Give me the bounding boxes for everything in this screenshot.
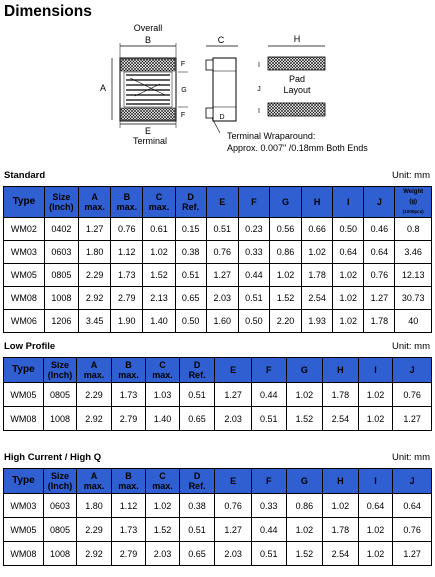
cell-e: 2.03 — [206, 287, 238, 310]
cell-f: 0.33 — [238, 241, 269, 264]
col-h: H — [302, 187, 333, 218]
cell-i: 1.02 — [333, 310, 364, 333]
cell-i: 1.02 — [358, 407, 393, 431]
cell-d: 0.51 — [179, 518, 215, 542]
table-row — [4, 383, 432, 407]
cell-g: 0.86 — [286, 494, 323, 518]
cell-size: 0603 — [44, 241, 78, 264]
col-g: G — [269, 187, 301, 218]
table-row — [4, 218, 432, 241]
col-h: H — [323, 358, 359, 383]
cell-f: 0.51 — [238, 287, 269, 310]
cell-a: 2.92 — [77, 407, 112, 431]
cell-g: 1.02 — [286, 518, 323, 542]
cell-a: 2.29 — [77, 383, 112, 407]
table-row — [4, 494, 432, 518]
cell-j: 0.64 — [393, 494, 432, 518]
col-e: E — [206, 187, 238, 218]
cell-f: 0.51 — [251, 407, 286, 431]
cell-h: 0.66 — [302, 218, 333, 241]
cell-b: 1.73 — [111, 383, 146, 407]
col-f: F — [251, 469, 286, 494]
cell-j: 1.27 — [364, 287, 395, 310]
cell-b: 2.79 — [111, 407, 146, 431]
col-b: B max. — [111, 469, 146, 494]
cell-d: 0.50 — [175, 310, 206, 333]
col-c: C max. — [143, 187, 175, 218]
cell-e: 0.76 — [206, 241, 238, 264]
cell-h: 2.54 — [323, 407, 359, 431]
wraparound-note-2: Approx. 0.007" /0.18mm Both Ends — [227, 143, 368, 153]
col-size: Size (Inch) — [43, 358, 76, 383]
cell-f: 0.44 — [251, 518, 286, 542]
col-f: F — [251, 358, 286, 383]
cell-g: 1.52 — [286, 542, 323, 566]
cell-type: WM06 — [4, 310, 45, 333]
cell-e: 1.27 — [206, 264, 238, 287]
dim-h-label: H — [293, 34, 301, 44]
cell-i: 0.50 — [333, 218, 364, 241]
cell-a: 2.29 — [79, 264, 111, 287]
cell-d: 0.51 — [179, 383, 215, 407]
cell-b: 2.79 — [111, 287, 143, 310]
table-row — [4, 287, 432, 310]
col-b: B max. — [111, 358, 146, 383]
cell-j: 1.78 — [364, 310, 395, 333]
cell-b: 1.12 — [111, 241, 143, 264]
col-i: I — [358, 358, 393, 383]
table-row — [4, 518, 432, 542]
cell-size: 0402 — [44, 218, 78, 241]
cell-i: 1.02 — [358, 542, 393, 566]
cell-e: 2.03 — [215, 407, 252, 431]
table-row — [4, 310, 432, 333]
cell-j: 0.76 — [393, 518, 432, 542]
col-f: F — [238, 187, 269, 218]
cell-g: 1.02 — [286, 383, 323, 407]
pad-top — [268, 57, 325, 70]
dim-c-label: C — [217, 35, 225, 45]
cell-c: 1.52 — [146, 518, 179, 542]
col-a: A max. — [79, 187, 111, 218]
cell-f: 0.44 — [251, 383, 286, 407]
col-i: I — [333, 187, 364, 218]
col-g: G — [286, 469, 323, 494]
cell-g: 2.20 — [269, 310, 301, 333]
cell-a: 1.27 — [79, 218, 111, 241]
cell-g: 1.52 — [269, 287, 301, 310]
cell-size: 1008 — [43, 407, 76, 431]
cell-d: 0.65 — [175, 287, 206, 310]
dim-j-label: J — [257, 86, 261, 93]
col-c: C max. — [146, 358, 179, 383]
cell-a: 2.92 — [79, 287, 111, 310]
cell-g: 1.52 — [286, 407, 323, 431]
cell-size: 1008 — [44, 287, 78, 310]
cell-type: WM03 — [4, 494, 44, 518]
cell-f: 0.33 — [251, 494, 286, 518]
col-c: C max. — [146, 469, 179, 494]
cell-j: 0.64 — [364, 241, 395, 264]
table-row — [4, 407, 432, 431]
table-row — [4, 542, 432, 566]
cell-type: WM05 — [4, 518, 44, 542]
cell-size: 0805 — [43, 383, 76, 407]
cell-c: 2.13 — [143, 287, 175, 310]
high-current-label: High Current / High Q — [4, 452, 102, 463]
col-type: Type — [4, 469, 44, 494]
cell-h: 2.54 — [323, 542, 359, 566]
dim-i-bottom-label: I — [258, 108, 260, 115]
cell-f: 0.51 — [251, 542, 286, 566]
cell-d: 0.65 — [179, 407, 215, 431]
cell-h: 1.78 — [323, 518, 359, 542]
cell-d: 0.38 — [179, 494, 215, 518]
col-weight: Weight (g) (1000pcs) — [395, 187, 432, 218]
cell-a: 1.80 — [79, 241, 111, 264]
dim-f-top-label: F — [180, 61, 186, 68]
col-type: Type — [4, 358, 44, 383]
cell-c: 1.52 — [143, 264, 175, 287]
cell-w: 40 — [395, 310, 432, 333]
cell-g: 0.86 — [269, 241, 301, 264]
cell-i: 1.02 — [333, 287, 364, 310]
col-size: Size (Inch) — [44, 187, 78, 218]
cell-a: 1.80 — [77, 494, 112, 518]
cell-b: 1.73 — [111, 264, 143, 287]
cell-c: 0.61 — [143, 218, 175, 241]
cell-type: WM08 — [4, 542, 44, 566]
cell-i: 1.02 — [358, 383, 393, 407]
high-current-table — [3, 468, 432, 566]
cell-w: 0.8 — [395, 218, 432, 241]
cell-h: 1.02 — [323, 494, 359, 518]
pad-layout-label-2: Layout — [283, 85, 311, 95]
cell-j: 0.46 — [364, 218, 395, 241]
col-g: G — [286, 358, 323, 383]
cell-h: 1.78 — [302, 264, 333, 287]
col-d: D Ref. — [179, 358, 215, 383]
cell-d: 0.51 — [175, 264, 206, 287]
col-d: D Ref. — [179, 469, 215, 494]
col-d: D Ref. — [175, 187, 206, 218]
cell-j: 0.76 — [393, 383, 432, 407]
cell-size: 0603 — [43, 494, 76, 518]
dim-g-label: G — [181, 87, 187, 94]
table-row — [4, 264, 432, 287]
cell-h: 1.78 — [323, 383, 359, 407]
standard-label: Standard — [4, 170, 46, 181]
cell-c: 2.03 — [146, 542, 179, 566]
cell-d: 0.38 — [175, 241, 206, 264]
cell-b: 1.90 — [111, 310, 143, 333]
cell-i: 1.02 — [358, 518, 393, 542]
cell-i: 0.64 — [333, 241, 364, 264]
high-current-units: Unit: mm — [392, 452, 430, 463]
cell-h: 2.54 — [302, 287, 333, 310]
cell-e: 0.51 — [206, 218, 238, 241]
cell-c: 1.40 — [143, 310, 175, 333]
side-view-body — [213, 58, 236, 121]
cell-h: 1.02 — [302, 241, 333, 264]
standard-units: Unit: mm — [392, 170, 430, 181]
cell-size: 1206 — [44, 310, 78, 333]
cell-c: 1.02 — [146, 494, 179, 518]
cell-i: 1.02 — [333, 264, 364, 287]
col-b: B max. — [111, 187, 143, 218]
cell-b: 0.76 — [111, 218, 143, 241]
cell-g: 0.56 — [269, 218, 301, 241]
standard-table — [3, 186, 432, 333]
col-j: J — [364, 187, 395, 218]
col-a: A max. — [77, 358, 112, 383]
cell-b: 1.12 — [111, 494, 146, 518]
cell-w: 30.73 — [395, 287, 432, 310]
col-size: Size (Inch) — [43, 469, 76, 494]
cell-d: 0.15 — [175, 218, 206, 241]
low-profile-table — [3, 357, 432, 431]
dim-b-label: B — [144, 35, 152, 45]
cell-w: 12.13 — [395, 264, 432, 287]
pad-layout-label-1: Pad — [288, 74, 306, 84]
cell-b: 1.73 — [111, 518, 146, 542]
cell-d: 0.65 — [179, 542, 215, 566]
cell-a: 2.92 — [77, 542, 112, 566]
cell-c: 1.02 — [143, 241, 175, 264]
cell-e: 0.76 — [215, 494, 252, 518]
cell-type: WM02 — [4, 218, 45, 241]
dim-i-top-label: I — [258, 62, 260, 69]
cell-e: 1.60 — [206, 310, 238, 333]
cell-type: WM08 — [4, 287, 45, 310]
dimensions-diagram — [90, 20, 410, 155]
cell-c: 1.03 — [146, 383, 179, 407]
dim-e-label: E — [144, 126, 152, 136]
cell-e: 2.03 — [215, 542, 252, 566]
low-profile-units: Unit: mm — [392, 341, 430, 352]
cell-f: 0.50 — [238, 310, 269, 333]
cell-f: 0.44 — [238, 264, 269, 287]
low-profile-label: Low Profile — [4, 341, 56, 352]
cell-type: WM05 — [4, 264, 45, 287]
cell-j: 1.27 — [393, 542, 432, 566]
cell-b: 2.79 — [111, 542, 146, 566]
pad-bottom — [268, 103, 325, 116]
col-j: J — [393, 469, 432, 494]
page-title: Dimensions — [4, 3, 92, 20]
cell-size: 0805 — [43, 518, 76, 542]
terminal-label: Terminal — [132, 136, 168, 146]
col-type: Type — [4, 187, 45, 218]
cell-size: 1008 — [43, 542, 76, 566]
col-j: J — [393, 358, 432, 383]
cell-type: WM05 — [4, 383, 44, 407]
col-i: I — [358, 469, 393, 494]
col-e: E — [215, 469, 252, 494]
dim-f-bottom-label: F — [180, 112, 186, 119]
wraparound-note-1: Terminal Wraparound: — [227, 131, 316, 141]
dim-a-label: A — [99, 83, 107, 93]
cell-g: 1.02 — [269, 264, 301, 287]
cell-j: 0.76 — [364, 264, 395, 287]
col-e: E — [215, 358, 252, 383]
cell-a: 3.45 — [79, 310, 111, 333]
cell-e: 1.27 — [215, 518, 252, 542]
cell-i: 0.64 — [358, 494, 393, 518]
cell-h: 1.93 — [302, 310, 333, 333]
dim-d-label: D — [219, 114, 225, 121]
cell-c: 1.40 — [146, 407, 179, 431]
cell-w: 3.46 — [395, 241, 432, 264]
col-h: H — [323, 469, 359, 494]
cell-f: 0.23 — [238, 218, 269, 241]
col-a: A max. — [77, 469, 112, 494]
overall-label: Overall — [133, 23, 163, 33]
cell-size: 0805 — [44, 264, 78, 287]
cell-j: 1.27 — [393, 407, 432, 431]
cell-type: WM03 — [4, 241, 45, 264]
cell-e: 1.27 — [215, 383, 252, 407]
cell-a: 2.29 — [77, 518, 112, 542]
cell-type: WM08 — [4, 407, 44, 431]
table-row — [4, 241, 432, 264]
